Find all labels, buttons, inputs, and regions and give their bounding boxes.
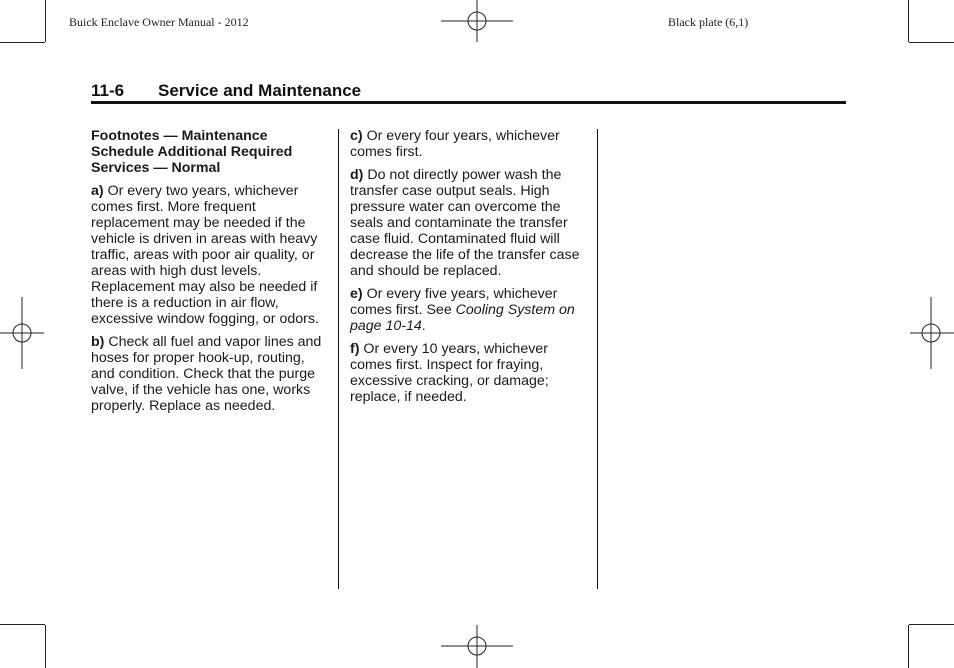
crop-mark-icon xyxy=(0,624,45,625)
column-divider xyxy=(597,129,598,589)
footnote-d-label: d) xyxy=(350,167,364,183)
footnote-f-text: Or every 10 years, whichever comes first. Inspect for fraying, excessive cracking, or damage; replace, if needed. xyxy=(350,341,549,405)
section-number: 11-6 xyxy=(91,81,125,100)
footnote-e-text: Or every five years, whichever comes first. See xyxy=(350,286,558,318)
footnote-d-text: Do not directly power wash the transfer case output seals. High pressure water can overcome the seals and contaminate the transfer case fluid. Contaminated fluid will decrease the life of the transfer case and should be replaced. xyxy=(350,167,580,279)
crop-mark-icon xyxy=(0,42,45,43)
crop-mark-icon xyxy=(908,625,909,668)
registration-mark-icon xyxy=(0,297,44,369)
registration-mark-icon xyxy=(441,625,513,668)
footnote-c xyxy=(350,128,586,160)
crop-mark-icon xyxy=(909,42,954,43)
footnote-d xyxy=(350,167,586,279)
footnote-f-label: f) xyxy=(350,341,360,357)
footnote-a-label: a) xyxy=(91,183,104,199)
registration-mark-icon xyxy=(441,0,513,42)
footnote-a xyxy=(91,183,327,327)
column-2 xyxy=(350,128,586,412)
footnote-e-label: e) xyxy=(350,286,363,302)
footnote-e xyxy=(350,286,586,334)
crop-mark-icon xyxy=(908,0,909,42)
footnote-c-text: Or every four years, whichever comes first. xyxy=(350,128,560,160)
heading-rule xyxy=(91,101,846,104)
section-heading xyxy=(91,81,846,101)
registration-mark-icon xyxy=(910,297,954,369)
crop-mark-icon xyxy=(909,624,954,625)
section-title: Service and Maintenance xyxy=(158,81,362,100)
footnote-a-text: Or every two years, whichever comes first. More frequent replacement may be needed if the vehicle is driven in areas with heavy traffic, areas with poor air quality, or areas with high dust levels. Replacement may also be needed if there is a reduction in air flow, excessive window fogging, or odors. xyxy=(91,183,319,327)
footnotes-heading: Footnotes — Maintenance Schedule Additional Required Services — Normal xyxy=(91,128,293,176)
cooling-system-link[interactable]: Cooling System on page 10-14 xyxy=(350,302,575,334)
footnote-b-label: b) xyxy=(91,334,105,350)
footnote-b xyxy=(91,334,327,414)
crop-mark-icon xyxy=(45,625,46,668)
crop-mark-icon xyxy=(45,0,46,42)
footnote-f xyxy=(350,341,586,405)
running-header-title: Buick Enclave Owner Manual - 2012 xyxy=(69,15,249,29)
footnote-b-text: Check all fuel and vapor lines and hoses for proper hook-up, routing, and condition. Check that the purge valve, if the vehicle has one, works properly. Replace as needed. xyxy=(91,334,322,414)
footnote-e-period: . xyxy=(421,318,426,334)
column-divider xyxy=(338,129,339,589)
footnote-c-label: c) xyxy=(350,128,363,144)
running-header-plate: Black plate (6,1) xyxy=(668,15,749,29)
column-1 xyxy=(91,128,327,421)
